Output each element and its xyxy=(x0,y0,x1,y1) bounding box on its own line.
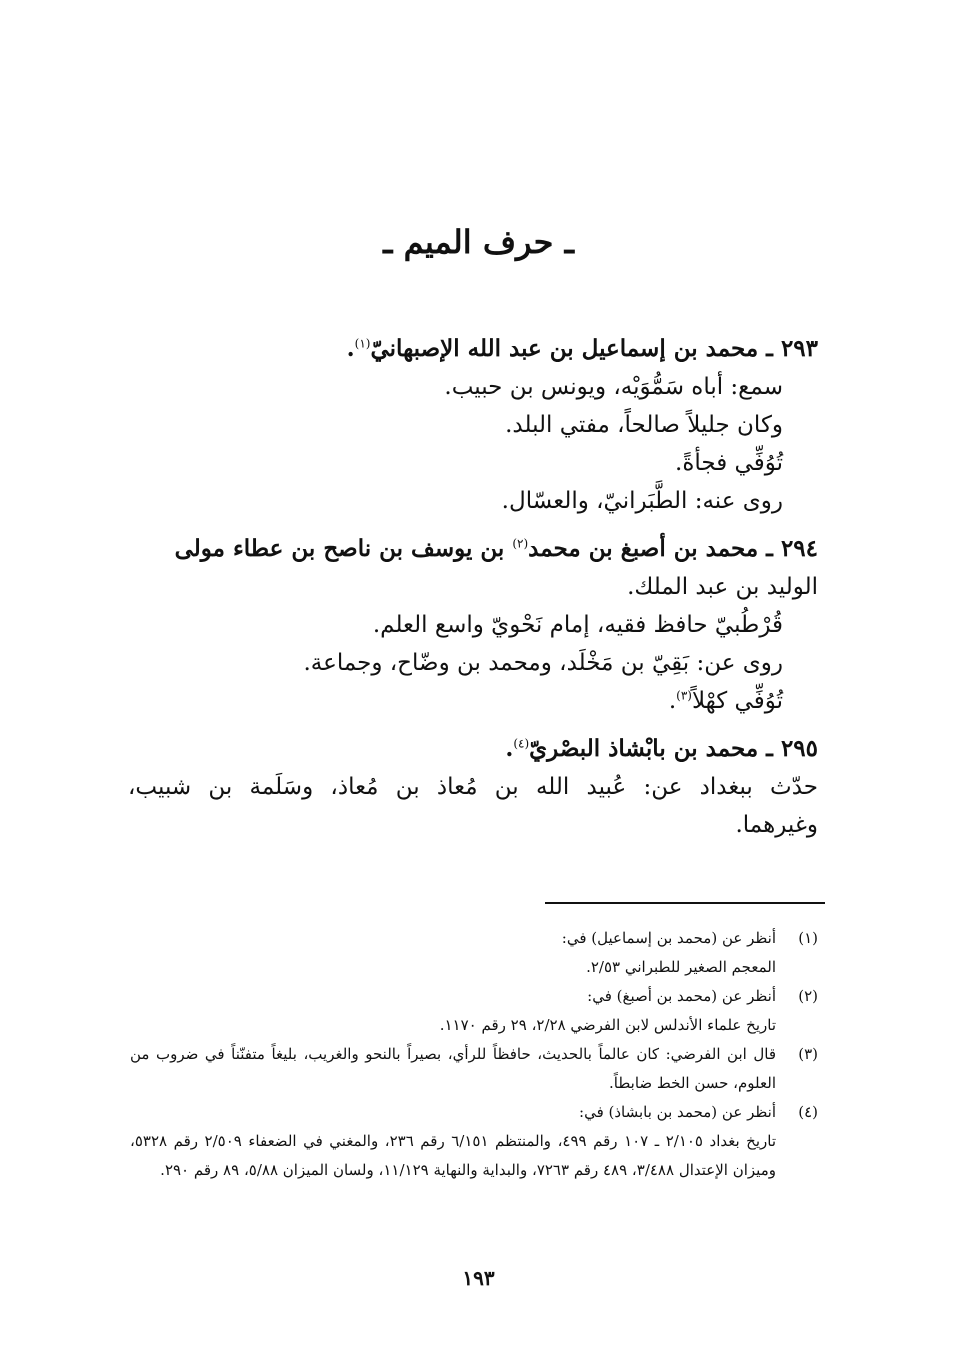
page-number: ١٩٣ xyxy=(462,1266,495,1290)
entry-line: حدّث ببغداد عن: عُبيد الله بن مُعاذ بن مُعاذ، وسَلَمة بن شبيب، xyxy=(128,774,818,800)
footnote-body xyxy=(130,982,776,1040)
entry-death-line xyxy=(128,682,818,720)
footnote-marker: (١) xyxy=(354,336,371,351)
footnote-number: (٢) xyxy=(798,987,818,1005)
entry-heading-text: ٢٩٣ ـ محمد بن إسماعيل بن عبد الله الإصبهانيّ xyxy=(370,335,818,362)
entry-heading xyxy=(128,330,818,368)
footnote-line: أنظر عن (محمد بن بابشاذ) في: xyxy=(579,1103,776,1121)
footnote-marker: (٢) xyxy=(512,536,529,551)
footnote-number: (٤) xyxy=(798,1103,818,1121)
entry-line: وكان جليلاً صالحاً، مفتي البلد. xyxy=(505,412,783,438)
chapter-title: ـ حرف الميم ـ xyxy=(383,223,574,261)
footnote-3 xyxy=(130,1040,818,1098)
entry-line: روى عن: بَقِيّ بن مَخْلَد، ومحمد بن وضّاح، وجماعة. xyxy=(303,650,783,676)
entry-line: تُوُفِّي فجأةً. xyxy=(675,450,783,476)
footnote-line: قال ابن الفرضي: كان عالماً بالحديث، حافظاً للرأي، بصيراً بالنحو والغريب، بليغاً متفنّناً في ضروب من العلوم، حسن الخط ضابطاً. xyxy=(130,1045,776,1092)
footnote-line: أنظر عن (محمد بن إسماعيل) في: xyxy=(561,929,776,947)
entry-death-text: تُوُفِّي كهْلاً xyxy=(691,688,783,714)
footnote-4 xyxy=(130,1098,818,1185)
footnote-2 xyxy=(130,982,818,1040)
footnote-number: (٣) xyxy=(798,1045,818,1063)
main-text xyxy=(128,330,818,854)
entry-heading-text: ٢٩٤ ـ محمد بن أصبغ بن محمد xyxy=(528,535,818,562)
footnote-number: (١) xyxy=(798,929,818,947)
footnote-line: تاريخ بغداد ٢/١٠٥ ـ ١٠٧ رقم ٤٩٩، والمنتظم ٦/١٥١ رقم ٢٣٦، والمغني في الضعفاء ٢/٥٠٩ رقم ٥٣٢٨، وميزان الإعتدال ٣/٤٨٨، ٤٨٩ رقم ٧٢٦٣، والبداية والنهاية ١١/١٢٩، ولسان الميزان ٥/٨٨، ٨٩ رقم ٢٩٠. xyxy=(130,1132,777,1179)
entry-death-end: . xyxy=(668,688,677,714)
biography-entry-295 xyxy=(128,730,818,844)
footnote-marker: (٣) xyxy=(676,688,692,703)
entry-line: سمع: أباه سَمُّوَيْه، ويونس بن حبيب. xyxy=(444,374,783,400)
footnote-body xyxy=(130,924,776,982)
entry-heading-continuation: الوليد بن عبد الملك. xyxy=(627,574,818,600)
footnote-body xyxy=(130,1040,776,1098)
footnote-line: المعجم الصغير للطبراني ٢/٥٣. xyxy=(586,958,776,976)
entry-heading-end: . xyxy=(505,735,514,762)
footnote-marker: (٤) xyxy=(513,736,530,751)
footnote-body xyxy=(130,1098,776,1185)
footnotes xyxy=(130,924,818,1185)
entry-heading-end: . xyxy=(346,335,355,362)
footnote-divider xyxy=(545,902,825,904)
footnote-1 xyxy=(130,924,818,982)
footnote-line: تاريخ علماء الأندلس لابن الفرضي ٢/٢٨، ٢٩ رقم ١١٧٠. xyxy=(439,1016,776,1034)
entry-heading-rest: بن يوسف بن ناصح بن عطاء مولى xyxy=(174,535,513,562)
entry-heading xyxy=(128,730,818,768)
entry-heading xyxy=(128,530,818,568)
entry-line: وغيرهما. xyxy=(735,812,818,838)
biography-entry-293 xyxy=(128,330,818,520)
biography-entry-294 xyxy=(128,530,818,720)
entry-heading-text: ٢٩٥ ـ محمد بن بابْشاذ البصْريّ xyxy=(529,735,818,762)
entry-line: قُرْطُبيّ حافظ فقيه، إمام نَحْويّ واسع العلم. xyxy=(372,612,783,638)
entry-line: روى عنه: الطَّبَرانيّ، والعسّال. xyxy=(501,488,783,514)
footnote-line: أنظر عن (محمد بن أصبغ) في: xyxy=(587,987,776,1005)
